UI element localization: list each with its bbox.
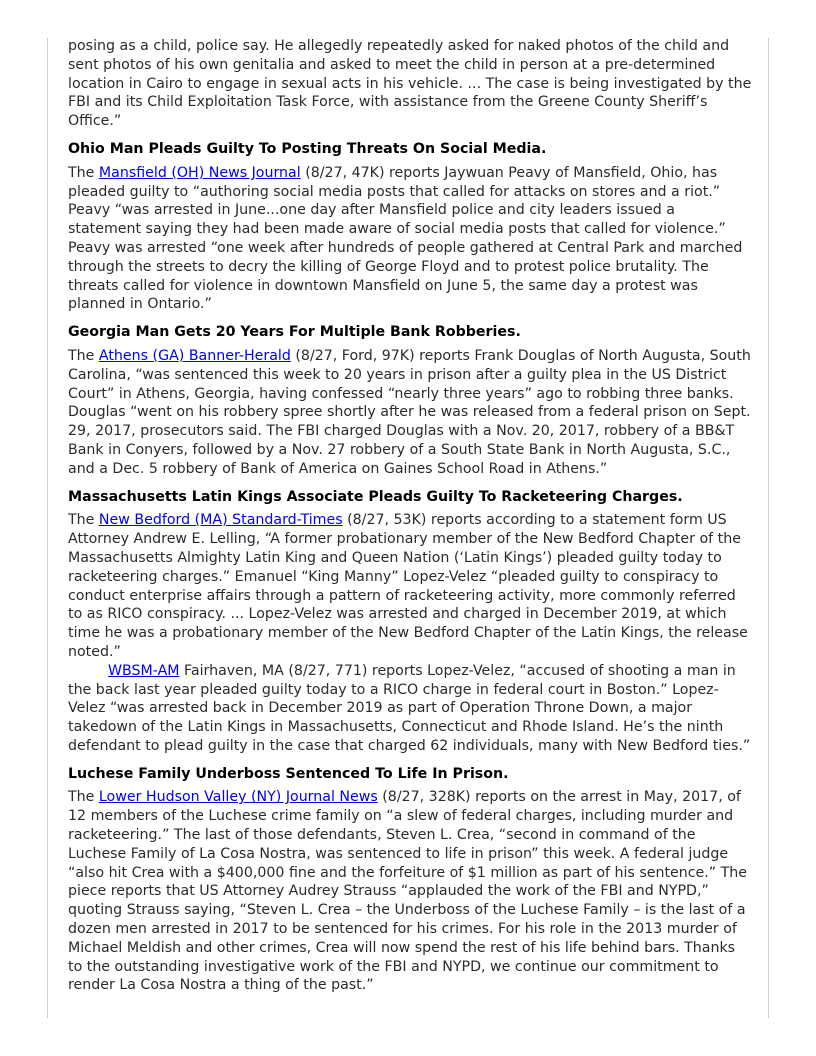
story-text: Fairhaven, MA (8/27, 771) reports Lopez-Velez, “accused of shooting a man in the back last year pleaded guilty today to a RICO charge in federal court in Boston.” Lopez-Velez “was arrested back in December 2019 as part of Operation Throne Down, a major takedown of the Latin Kings in Massachusetts, Connecticut and Rhode Island. He’s the ninth defendant to plead guilty in the case that charged 62 individuals, many with New Bedford ties.” <box>68 662 751 754</box>
story-headline: Ohio Man Pleads Guilty To Posting Threats On Social Media. <box>68 140 547 157</box>
story-text: (8/27, 53K) reports according to a statement form US Attorney Andrew E. Lelling, “A former probationary member of the New Bedford Chapter of the Massachusetts Almighty Latin King and Queen Nation (‘Latin Kings’) pleaded guilty today to racketeering charges.” Emanuel “King Manny” Lopez-Velez “pleaded guilty to conspiracy to conduct enterprise affairs through a pattern of racketeering activity, more commonly referred to as RICO conspiracy. ... Lopez-Velez was arrested and charged in December 2019, at which time he was a probationary member of the New Bedford Chapter of the Latin Kings, the release noted.” <box>68 512 748 660</box>
story-headline: Massachusetts Latin Kings Associate Pleads Guilty To Racketeering Charges. <box>68 488 683 505</box>
story-followup-paragraph <box>68 662 752 756</box>
source-link[interactable]: Mansfield (OH) News Journal <box>98 164 301 181</box>
story-text: (8/27, Ford, 97K) reports Frank Douglas of North Augusta, South Carolina, “was sentenced this week to 20 years in prison after a guilty plea in the US District Court” in Athens, Georgia, having confessed “nearly three years” ago to robbing three banks. Douglas “went on his robbery spree shortly after he was released from a federal prison on Sept. 29, 2017, prosecutors said. The FBI charged Douglas with a Nov. 20, 2017, robbery of a BB&T Bank in Conyers, followed by a Nov. 27 robbery of a South State Bank in North Augusta, S.C., and a Dec. 5 robbery of Bank of America on Gaines School Road in Athens.” <box>68 347 751 477</box>
story-georgia <box>68 323 752 478</box>
right-margin-rule <box>768 38 769 1018</box>
story-headline: Georgia Man Gets 20 Years For Multiple Bank Robberies. <box>68 324 521 341</box>
document-body <box>68 37 752 1004</box>
story-prefix: The <box>68 512 99 529</box>
story-paragraph <box>68 164 752 314</box>
story-prefix: The <box>68 347 99 364</box>
story-text: (8/27, 328K) reports on the arrest in May, 2017, of 12 members of the Luchese crime family on “a slew of federal charges, including murder and racketeering.” The last of those defendants, Steven L. Crea, “second in command of the Luchese Family of La Cosa Nostra, was sentenced to life in prison” this week. A federal judge “also hit Crea with a $400,000 fine and the forfeiture of $1 million as part of his sentence.” The piece reports that US Attorney Audrey Strauss “applauded the work of the FBI and NYPD,” quoting Strauss saying, “Steven L. Crea – the Underboss of the Luchese Family – is the last of a dozen men arrested in 2017 to be sentenced for his crimes. For his role in the 2013 murder of Michael Meldish and other crimes, Crea will now spend the rest of his life behind bars. Thanks to the outstanding investigative work of the FBI and NYPD, we continue our commitment to render La Cosa Nostra a thing of the past.” <box>68 789 748 994</box>
story-prefix: The <box>68 164 99 181</box>
story-prefix: The <box>68 789 99 806</box>
story-paragraph <box>68 347 752 479</box>
story-luchese <box>68 765 752 996</box>
story-massachusetts <box>68 488 752 756</box>
source-link[interactable]: Lower Hudson Valley (NY) Journal News <box>98 789 378 806</box>
source-link[interactable]: WBSM-AM <box>108 662 180 679</box>
story-text: (8/27, 47K) reports Jaywuan Peavy of Mansfield, Ohio, has pleaded guilty to “authoring social media posts that called for attacks on stores and a riot.” Peavy “was arrested in June...one day after Mansfield police and city leaders issued a statement saying they had been made aware of social media posts that called for violence.” Peavy was arrested “one week after hundreds of people gathered at Central Park and marched through the streets to decry the killing of George Floyd and to protest police brutality. The threats called for violence in downtown Mansfield on June 5, the same day a protest was planned in Ontario.” <box>68 164 743 313</box>
story-ohio <box>68 140 752 314</box>
left-margin-rule <box>47 38 48 1018</box>
source-link[interactable]: New Bedford (MA) Standard-Times <box>98 512 343 529</box>
story-headline: Luchese Family Underboss Sentenced To Life In Prison. <box>68 765 509 782</box>
lead-paragraph: posing as a child, police say. He allegedly repeatedly asked for naked photos of the child and sent photos of his own genitalia and asked to meet the child in person at a pre-determined location in Cairo to engage in sexual acts in his vehicle. ... The case is being investigated by the FBI and its Child Exploitation Task Force, with assistance from the Greene County Sheriff’s Office.” <box>68 38 752 130</box>
story-paragraph <box>68 511 752 661</box>
story-paragraph <box>68 788 752 995</box>
source-link[interactable]: Athens (GA) Banner-Herald <box>98 347 291 364</box>
